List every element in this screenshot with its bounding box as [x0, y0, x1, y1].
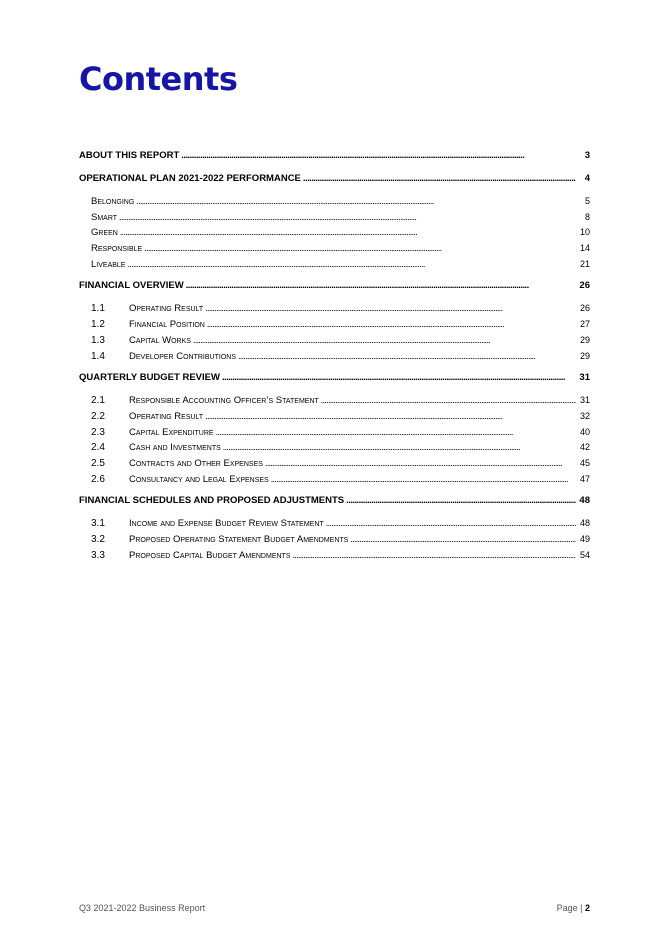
footer-page-label: Page | [556, 903, 585, 913]
toc-subentry-page: 54 [579, 549, 590, 560]
toc-section-page: 26 [579, 280, 590, 292]
toc-subentry-label: Capital Works [129, 334, 191, 346]
toc-subentry-label: Operating Result [129, 303, 204, 315]
table-of-contents [79, 150, 590, 571]
toc-subentry-label: Consultancy and Legal Expenses [129, 473, 269, 485]
toc-section-page: 31 [579, 372, 590, 384]
toc-subentry-label: Responsible Accounting Officer’s Statement [129, 395, 319, 407]
toc-leader-dots [303, 173, 576, 184]
toc-subentry-label: Responsible [91, 243, 143, 255]
toc-subentry[interactable] [91, 196, 590, 212]
toc-subentry-page: 14 [579, 243, 590, 254]
toc-section-group [79, 173, 590, 274]
toc-subentry-page: 26 [579, 303, 590, 314]
toc-section-page: 48 [579, 495, 590, 507]
toc-subentry-page: 29 [579, 350, 590, 361]
toc-leader-dots [238, 351, 576, 361]
toc-section-entry[interactable] [79, 495, 590, 510]
toc-subentry-number: 2.3 [91, 426, 105, 438]
toc-section-label: FINANCIAL OVERVIEW [79, 280, 184, 292]
toc-subentry-label: Contracts and Other Expenses [129, 457, 263, 469]
toc-subentry-number: 3.1 [91, 518, 105, 530]
toc-section-entry[interactable] [79, 150, 590, 165]
toc-subentry-label: Smart [91, 211, 118, 223]
toc-subentry-number: 2.1 [91, 395, 105, 407]
toc-leader-dots [223, 442, 576, 452]
toc-subentry-label: Proposed Capital Budget Amendments [129, 549, 291, 561]
toc-leader-dots [350, 534, 576, 544]
toc-leader-dots [346, 495, 576, 506]
toc-subentry[interactable] [91, 518, 590, 534]
toc-subentry-number: 3.2 [91, 534, 105, 545]
toc-section-label: QUARTERLY BUDGET REVIEW [79, 372, 220, 384]
toc-leader-dots [127, 259, 576, 269]
toc-subentry-label: Capital Expenditure [129, 426, 214, 438]
toc-subentry-label: Income and Expense Budget Review Statement [129, 518, 324, 530]
toc-leader-dots [207, 319, 576, 329]
toc-leader-dots [205, 411, 576, 421]
footer-report-name: Q3 2021-2022 Business Report [79, 903, 206, 913]
toc-subentry-page: 29 [579, 334, 590, 345]
toc-section-page: 4 [584, 173, 590, 184]
toc-leader-dots [136, 196, 576, 206]
toc-subentry-label: Financial Position [129, 319, 205, 331]
toc-subentry[interactable] [91, 335, 590, 351]
toc-subentry[interactable] [91, 227, 590, 243]
toc-subentry-page: 49 [579, 534, 590, 544]
toc-section-group [79, 372, 590, 489]
toc-subentry-page: 32 [579, 410, 590, 421]
toc-subentry[interactable] [91, 411, 590, 427]
toc-subentry-page: 40 [579, 426, 590, 437]
toc-subentry-page: 8 [584, 211, 590, 222]
toc-subentry-label: Liveable [91, 258, 126, 270]
page-title: Contents [79, 60, 238, 98]
toc-subentry-label: Operating Result [129, 410, 204, 422]
toc-section-group [79, 280, 590, 366]
toc-section-group [79, 495, 590, 565]
footer-page [557, 903, 590, 913]
toc-subentry-page: 48 [579, 518, 590, 529]
toc-subentry-label: Proposed Operating Statement Budget Amendments [129, 534, 349, 545]
toc-leader-dots [222, 372, 576, 383]
toc-subentry-number: 2.2 [91, 410, 105, 422]
toc-leader-dots [292, 550, 576, 560]
toc-subentry-number: 1.3 [91, 334, 105, 346]
toc-subentry[interactable] [91, 534, 590, 550]
toc-leader-dots [216, 427, 576, 437]
toc-subentry-label: Belonging [91, 196, 135, 207]
toc-section-label: OPERATIONAL PLAN 2021-2022 PERFORMANCE [79, 173, 301, 184]
toc-subentry-page: 47 [579, 473, 590, 484]
toc-section-entry[interactable] [79, 280, 590, 295]
toc-subentry[interactable] [91, 319, 590, 335]
toc-subentry-page: 42 [579, 442, 590, 453]
toc-subentry-label: Developer Contributions [129, 350, 236, 362]
toc-leader-dots [271, 474, 576, 484]
toc-subentry[interactable] [91, 474, 590, 490]
toc-leader-dots [205, 303, 576, 313]
toc-section-group [79, 150, 590, 165]
toc-subentry-page: 27 [579, 319, 590, 330]
toc-subentry-label: Cash and Investments [129, 442, 221, 454]
toc-subentry[interactable] [91, 259, 590, 275]
toc-subentry-page: 10 [579, 227, 590, 238]
toc-subentry[interactable] [91, 427, 590, 443]
toc-subentry-number: 3.3 [91, 549, 105, 561]
toc-subentry-page: 21 [579, 258, 590, 269]
toc-subentry[interactable] [91, 395, 590, 411]
toc-leader-dots [144, 243, 576, 253]
toc-subentry-number: 1.4 [91, 350, 105, 362]
toc-subentry-page: 45 [579, 457, 590, 468]
footer-page-number: 2 [584, 903, 590, 913]
toc-section-entry[interactable] [79, 173, 590, 188]
toc-leader-dots [120, 227, 576, 237]
toc-leader-dots [326, 518, 576, 528]
toc-section-entry[interactable] [79, 372, 590, 387]
toc-subentry-number: 1.2 [91, 319, 105, 331]
toc-leader-dots [119, 212, 576, 222]
toc-leader-dots [193, 335, 576, 345]
toc-subentry[interactable] [91, 458, 590, 474]
toc-section-label: FINANCIAL SCHEDULES AND PROPOSED ADJUSTMENTS [79, 495, 345, 507]
toc-subentry-number: 2.5 [91, 457, 105, 469]
toc-subentry-number: 2.4 [91, 442, 105, 454]
toc-subentry[interactable] [91, 351, 590, 367]
toc-subentry-number: 2.6 [91, 473, 105, 485]
toc-subentry-page: 31 [579, 395, 590, 406]
toc-section-page: 3 [584, 150, 590, 161]
toc-subentry[interactable] [91, 243, 590, 259]
toc-subentry-number: 1.1 [91, 303, 105, 315]
toc-subentry[interactable] [91, 212, 590, 228]
toc-subentry-page: 5 [584, 196, 590, 206]
toc-leader-dots [181, 150, 576, 161]
toc-subentry[interactable] [91, 550, 590, 566]
toc-subentry-label: Green [91, 227, 118, 239]
toc-leader-dots [321, 395, 576, 405]
toc-leader-dots [186, 280, 576, 291]
toc-subentry[interactable] [91, 303, 590, 319]
toc-subentry[interactable] [91, 442, 590, 458]
toc-leader-dots [265, 458, 576, 468]
toc-section-label: ABOUT THIS REPORT [79, 150, 180, 161]
